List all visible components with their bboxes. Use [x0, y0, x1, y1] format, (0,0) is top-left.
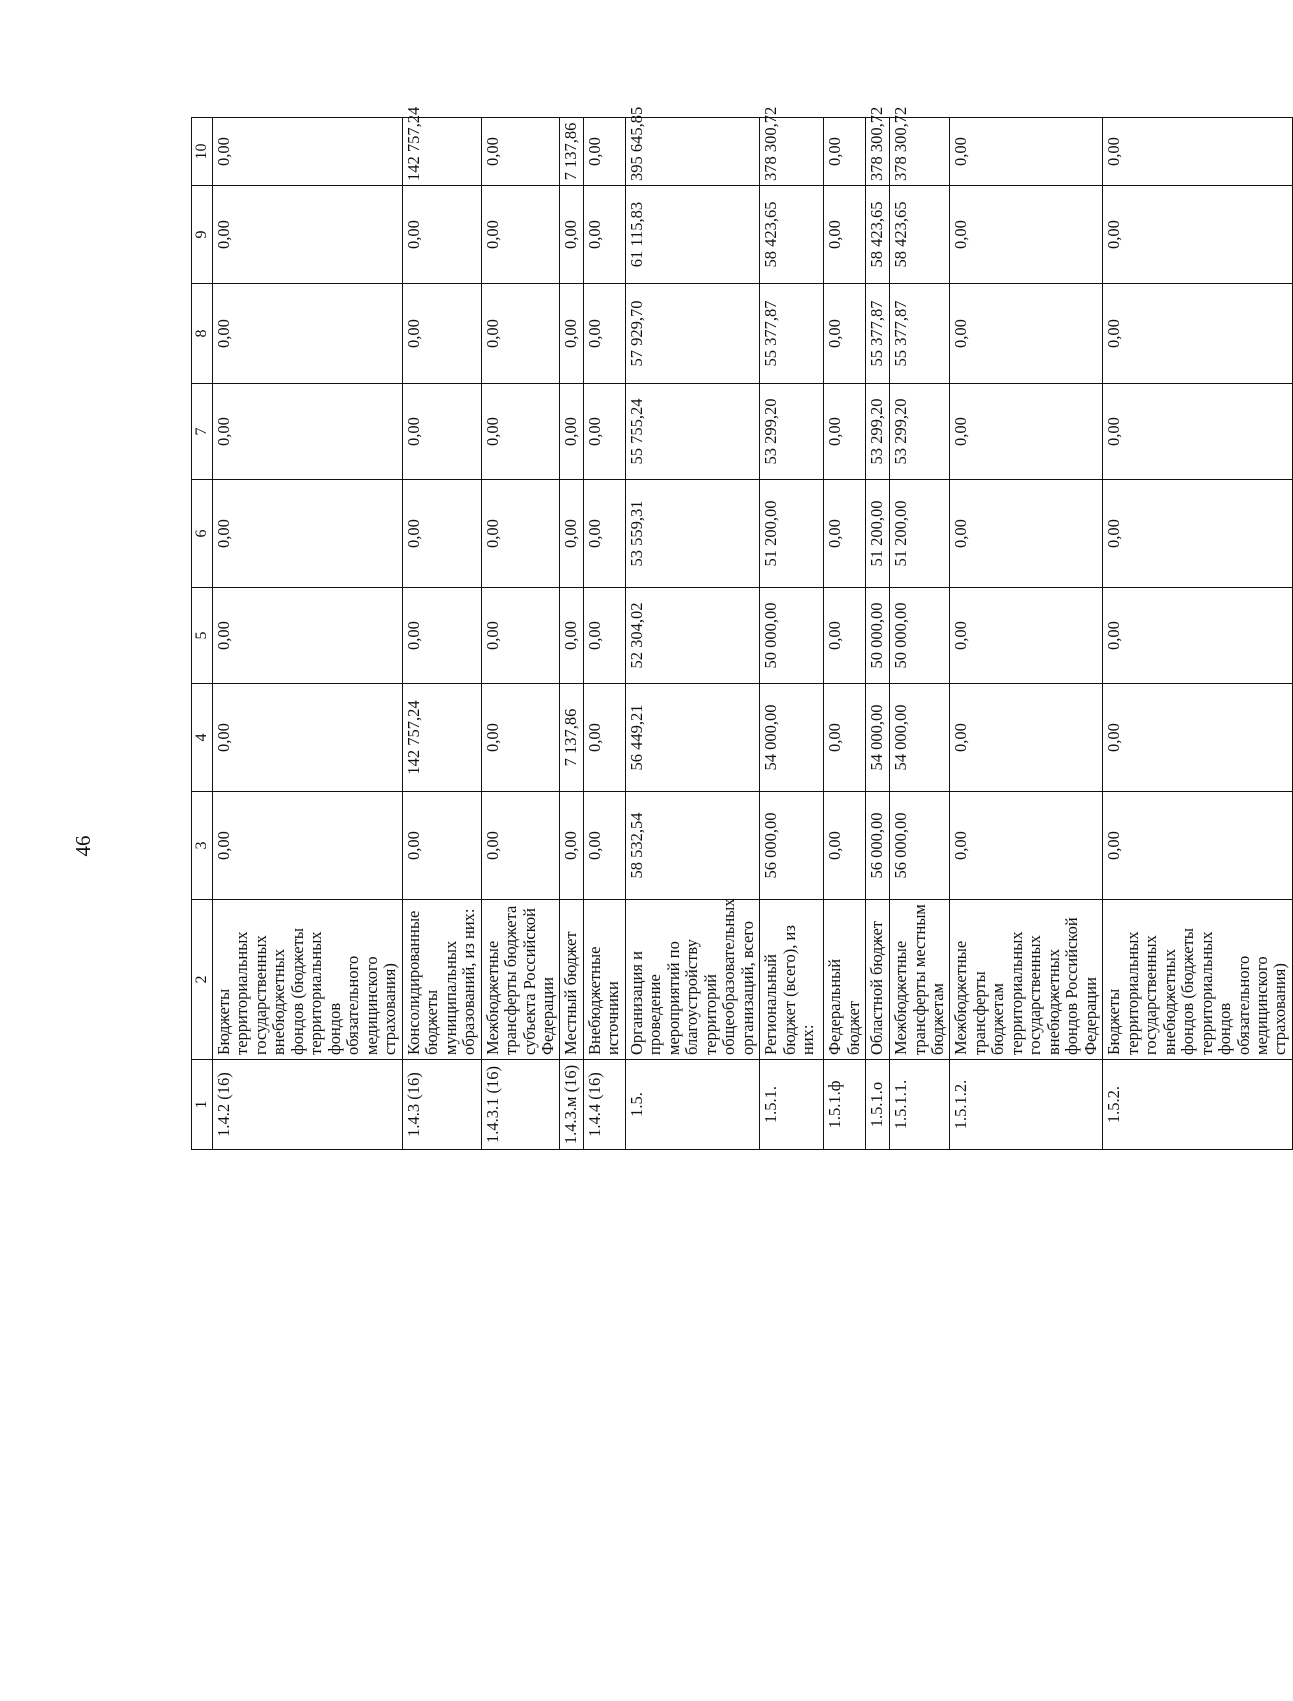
- value-cell: 51 200,00: [890, 480, 950, 588]
- row-code: 1.4.2 (16): [213, 1060, 403, 1150]
- value-cell: 53 299,20: [760, 384, 824, 480]
- value-cell: 55 377,87: [866, 284, 890, 384]
- column-header: 9: [192, 186, 213, 284]
- row-code: 1.4.4 (16): [583, 1060, 625, 1150]
- value-cell: 54 000,00: [866, 684, 890, 792]
- value-cell: 0,00: [481, 284, 560, 384]
- value-cell: 0,00: [950, 480, 1103, 588]
- value-cell: 0,00: [583, 684, 625, 792]
- value-cell: 378 300,72: [760, 118, 824, 186]
- column-header: 4: [192, 684, 213, 792]
- value-cell: 0,00: [213, 588, 403, 684]
- value-cell: 0,00: [560, 384, 583, 480]
- value-cell: 378 300,72: [890, 118, 950, 186]
- value-cell: 0,00: [481, 384, 560, 480]
- value-cell: 0,00: [402, 384, 481, 480]
- value-cell: 0,00: [824, 684, 866, 792]
- table-row: [213, 118, 403, 1150]
- value-cell: 0,00: [1103, 284, 1293, 384]
- value-cell: 58 532,54: [625, 792, 759, 900]
- column-header: 1: [192, 1060, 213, 1150]
- row-code: 1.4.3.м (16): [560, 1060, 583, 1150]
- page-number: 46: [71, 835, 95, 857]
- value-cell: 56 000,00: [866, 792, 890, 900]
- row-name: Межбюджетные трансферты бюджета субъекта Российской Федерации: [481, 900, 560, 1060]
- value-cell: 53 299,20: [866, 384, 890, 480]
- value-cell: 0,00: [1103, 792, 1293, 900]
- value-cell: 50 000,00: [866, 588, 890, 684]
- value-cell: 0,00: [560, 186, 583, 284]
- value-cell: 0,00: [950, 186, 1103, 284]
- row-name: Региональный бюджет (всего), из них:: [760, 900, 824, 1060]
- value-cell: 50 000,00: [760, 588, 824, 684]
- value-cell: 0,00: [481, 186, 560, 284]
- value-cell: 0,00: [213, 118, 403, 186]
- row-name: Консолидированные бюджеты муниципальных образований, из них:: [402, 900, 481, 1060]
- value-cell: 56 449,21: [625, 684, 759, 792]
- column-header: 8: [192, 284, 213, 384]
- value-cell: 0,00: [481, 684, 560, 792]
- value-cell: 61 115,83: [625, 186, 759, 284]
- table-row: [824, 118, 866, 1150]
- value-cell: 56 000,00: [760, 792, 824, 900]
- value-cell: 0,00: [560, 284, 583, 384]
- row-name: Бюджеты территориальных государственных внебюджетных фондов (бюджеты территориальных фондов обязательного медицинского страхования): [1103, 900, 1293, 1060]
- value-cell: 0,00: [213, 792, 403, 900]
- value-cell: 0,00: [824, 384, 866, 480]
- value-cell: 0,00: [583, 284, 625, 384]
- value-cell: 51 200,00: [760, 480, 824, 588]
- value-cell: 58 423,65: [890, 186, 950, 284]
- header-row: [192, 118, 213, 1150]
- value-cell: 0,00: [950, 588, 1103, 684]
- value-cell: 0,00: [481, 588, 560, 684]
- value-cell: 0,00: [824, 792, 866, 900]
- column-header: 5: [192, 588, 213, 684]
- value-cell: 0,00: [560, 588, 583, 684]
- value-cell: 0,00: [583, 480, 625, 588]
- row-code: 1.5.1.о: [866, 1060, 890, 1150]
- value-cell: 0,00: [950, 118, 1103, 186]
- value-cell: 0,00: [1103, 118, 1293, 186]
- row-name: Областной бюджет: [866, 900, 890, 1060]
- value-cell: 142 757,24: [402, 684, 481, 792]
- table-row: [950, 118, 1103, 1150]
- table-row: [625, 118, 759, 1150]
- table-body: [213, 106, 1293, 1150]
- row-code: 1.5.1.ф: [824, 1060, 866, 1150]
- value-cell: 0,00: [583, 588, 625, 684]
- value-cell: 55 377,87: [760, 284, 824, 384]
- value-cell: 52 304,02: [625, 588, 759, 684]
- table-header: [192, 118, 213, 1150]
- value-cell: 55 377,87: [890, 284, 950, 384]
- value-cell: 50 000,00: [890, 588, 950, 684]
- row-name: Межбюджетные трансферты местным бюджетам: [890, 900, 950, 1060]
- row-name: Внебюджетные источники: [583, 900, 625, 1060]
- value-cell: 0,00: [824, 588, 866, 684]
- value-cell: 0,00: [824, 284, 866, 384]
- value-cell: 0,00: [402, 284, 481, 384]
- row-code: 1.5.1.2.: [950, 1060, 1103, 1150]
- table-row: [760, 118, 824, 1150]
- column-header: 3: [192, 792, 213, 900]
- column-header: 2: [192, 900, 213, 1060]
- value-cell: 0,00: [583, 118, 625, 186]
- value-cell: 0,00: [583, 792, 625, 900]
- value-cell: 7 137,86: [560, 684, 583, 792]
- table-row: [560, 118, 583, 1150]
- value-cell: 51 200,00: [866, 480, 890, 588]
- value-cell: 0,00: [213, 480, 403, 588]
- value-cell: 0,00: [481, 480, 560, 588]
- value-cell: 378 300,72: [866, 118, 890, 186]
- value-cell: 0,00: [583, 384, 625, 480]
- value-cell: 395 645,85: [625, 118, 759, 186]
- value-cell: 0,00: [824, 118, 866, 186]
- row-code: 1.5.2.: [1103, 1060, 1293, 1150]
- value-cell: 0,00: [402, 792, 481, 900]
- value-cell: 0,00: [402, 480, 481, 588]
- value-cell: 0,00: [1103, 480, 1293, 588]
- row-name: Организация и проведение мероприятий по благоустройству территорий общеобразовательных организаций, всего: [625, 900, 759, 1060]
- value-cell: 0,00: [481, 792, 560, 900]
- value-cell: 0,00: [1103, 684, 1293, 792]
- value-cell: 0,00: [1103, 588, 1293, 684]
- value-cell: 0,00: [213, 684, 403, 792]
- value-cell: 0,00: [950, 384, 1103, 480]
- row-name: Бюджеты территориальных государственных внебюджетных фондов (бюджеты территориальных фондов обязательного медицинского страхования): [213, 900, 403, 1060]
- table-row: [402, 118, 481, 1150]
- value-cell: 55 755,24: [625, 384, 759, 480]
- value-cell: 142 757,24: [402, 118, 481, 186]
- table-row: [866, 118, 890, 1150]
- value-cell: 0,00: [560, 792, 583, 900]
- value-cell: 0,00: [560, 480, 583, 588]
- value-cell: 0,00: [824, 480, 866, 588]
- value-cell: 0,00: [950, 792, 1103, 900]
- value-cell: 57 929,70: [625, 284, 759, 384]
- table-row: [1103, 118, 1293, 1150]
- row-code: 1.5.: [625, 1060, 759, 1150]
- budget-table: [191, 106, 1293, 1150]
- value-cell: 0,00: [824, 186, 866, 284]
- value-cell: 53 559,31: [625, 480, 759, 588]
- column-header: 7: [192, 384, 213, 480]
- value-cell: 0,00: [1103, 186, 1293, 284]
- column-header: 10: [192, 118, 213, 186]
- value-cell: 54 000,00: [890, 684, 950, 792]
- value-cell: 0,00: [213, 384, 403, 480]
- value-cell: 0,00: [213, 284, 403, 384]
- value-cell: 0,00: [213, 186, 403, 284]
- value-cell: 58 423,65: [866, 186, 890, 284]
- value-cell: 0,00: [481, 118, 560, 186]
- row-name: Местный бюджет: [560, 900, 583, 1060]
- row-code: 1.5.1.1.: [890, 1060, 950, 1150]
- row-code: 1.4.3.1 (16): [481, 1060, 560, 1150]
- row-name: Межбюджетные трансферты бюджетам территориальных государственных внебюджетных фондов Российской Федерации: [950, 900, 1103, 1060]
- rotated-table-container: [191, 106, 1290, 1150]
- value-cell: 0,00: [583, 186, 625, 284]
- value-cell: 0,00: [950, 684, 1103, 792]
- table-row: [583, 118, 625, 1150]
- row-code: 1.5.1.: [760, 1060, 824, 1150]
- table-row: [481, 118, 560, 1150]
- row-code: 1.4.3 (16): [402, 1060, 481, 1150]
- value-cell: 53 299,20: [890, 384, 950, 480]
- value-cell: 0,00: [950, 284, 1103, 384]
- value-cell: 0,00: [402, 186, 481, 284]
- value-cell: 58 423,65: [760, 186, 824, 284]
- table-row: [890, 118, 950, 1150]
- value-cell: 0,00: [1103, 384, 1293, 480]
- row-name: Федеральный бюджет: [824, 900, 866, 1060]
- column-header: 6: [192, 480, 213, 588]
- value-cell: 0,00: [402, 588, 481, 684]
- value-cell: 7 137,86: [560, 118, 583, 186]
- value-cell: 54 000,00: [760, 684, 824, 792]
- value-cell: 56 000,00: [890, 792, 950, 900]
